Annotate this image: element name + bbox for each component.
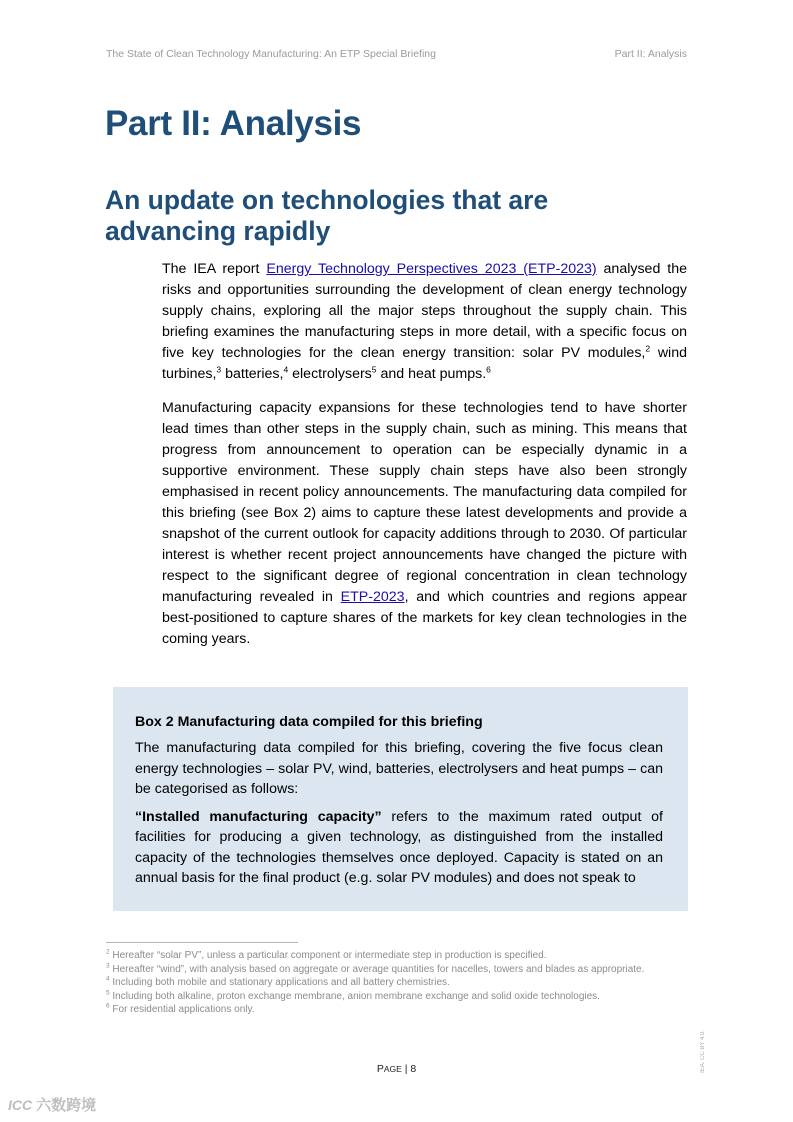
text: refers to the maximum rated output of facilities for producing a given technology, as distinguished from the installed capacity of the technologies themselves once deployed. Capacity is stated on an annual basis for the final product (e.g. solar PV modules) and does not speak to bbox=[135, 808, 663, 886]
text: analysed the risks and opportunities surrounding the development of clean energy technology supply chains, exploring all the major steps throughout the supply chain. This briefing examines the manufacturing steps in more detail, with a specific focus on five key technologies for the clean energy transition: solar PV modules, bbox=[162, 261, 687, 361]
paragraph-2 bbox=[162, 398, 687, 650]
text: and heat pumps. bbox=[376, 366, 487, 382]
license-note: IEA. CC BY 4.0. bbox=[700, 1030, 706, 1073]
text: Manufacturing capacity expansions for these technologies tend to have shorter lead times than other steps in the supply chain, such as mining. This means that progress from announcement to operation can be especially dynamic in a supportive environment. These supply chain steps have also been strongly emphasised in recent policy announcements. The manufacturing data compiled for this briefing (see Box 2) aims to capture these latest developments and provide a snapshot of the current outlook for capacity additions through to 2030. Of particular interest is whether recent project announcements have changed the picture with respect to the significant degree of regional concentration in clean technology manufacturing revealed in bbox=[162, 400, 687, 605]
footnote-ref: 3 bbox=[216, 364, 222, 375]
etp-2023-report-link[interactable]: Energy Technology Perspectives 2023 (ETP-2023) bbox=[266, 261, 597, 277]
running-header-section: Part II: Analysis bbox=[614, 48, 687, 60]
footnote: $^5$ Including both alkaline, proton exchange membrane, anion membrane exchange and solid oxide technologies. bbox=[106, 989, 600, 1002]
footnote-ref: 4 bbox=[283, 364, 289, 375]
footnote: $^4$ Including both mobile and stationary applications and all battery chemistries. bbox=[106, 975, 450, 988]
watermark-text: 六数跨境 bbox=[36, 1097, 97, 1114]
footnote-ref: 2 bbox=[645, 343, 651, 354]
text: electrolysers bbox=[288, 366, 372, 382]
text: batteries, bbox=[221, 366, 284, 382]
watermark-logo-icon: ICC bbox=[8, 1096, 33, 1113]
footnote-ref: 5 bbox=[371, 364, 377, 375]
box-title: Box 2 Manufacturing data compiled for this briefing bbox=[135, 714, 483, 730]
text: , and which countries and regions appear best-positioned to capture shares of the markets for key clean technologies in the coming years. bbox=[162, 589, 687, 647]
watermark bbox=[8, 1094, 96, 1115]
box-paragraph-2 bbox=[135, 807, 663, 889]
footnote: $^6$ For residential applications only. bbox=[106, 1002, 255, 1015]
footnotes bbox=[106, 949, 706, 1017]
box-2 bbox=[113, 687, 688, 911]
footnote-divider bbox=[106, 942, 298, 943]
box-paragraph-1: The manufacturing data compiled for this briefing, covering the five focus clean energy technologies – solar PV, wind, batteries, electrolysers and heat pumps – can be categorised as follows: bbox=[135, 740, 663, 797]
text: The IEA report bbox=[162, 261, 267, 277]
page-title: Part II: Analysis bbox=[105, 104, 362, 143]
paragraph-1 bbox=[162, 259, 687, 385]
footnote-ref: 6 bbox=[486, 364, 491, 375]
box-term: “Installed manufacturing capacity” bbox=[135, 808, 382, 825]
etp-2023-link[interactable]: ETP-2023 bbox=[340, 589, 405, 605]
page-number: PAGE | 8 bbox=[376, 1063, 417, 1075]
footnote: $^2$ Hereafter “solar PV”, unless a particular component or intermediate step in production is specified. bbox=[106, 948, 547, 961]
section-title: An update on technologies that are advancing rapidly bbox=[105, 185, 549, 246]
footnote: $^3$ Hereafter “wind”, with analysis based on aggregate or average quantities for nacelles, towers and blades as appropriate. bbox=[106, 962, 645, 975]
running-header-title: The State of Clean Technology Manufacturing: An ETP Special Briefing bbox=[106, 48, 436, 60]
text: wind turbines, bbox=[162, 345, 687, 382]
